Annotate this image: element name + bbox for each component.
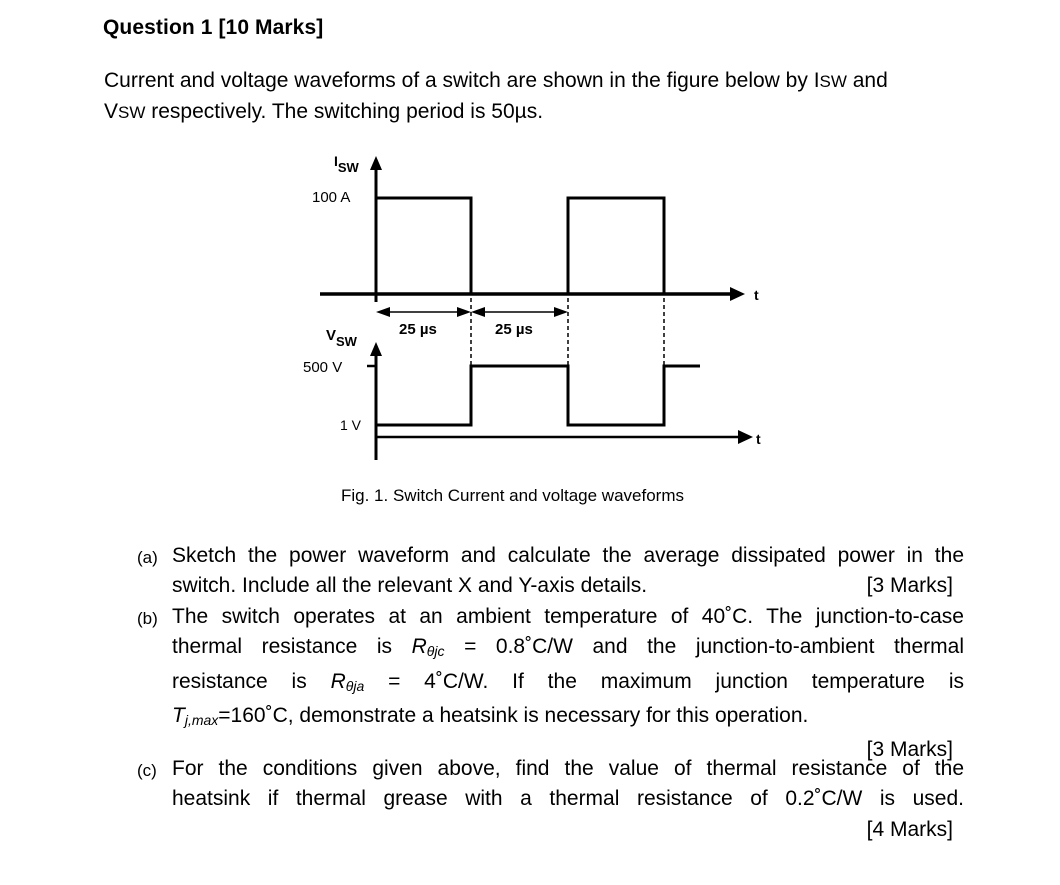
current-time-arrow-icon xyxy=(730,287,745,301)
intro-text: V xyxy=(104,100,119,123)
part-a-label: (a) xyxy=(137,548,158,567)
part-b-label: (b) xyxy=(137,609,158,628)
current-pulse-2 xyxy=(568,198,664,294)
part-b-body xyxy=(172,602,964,765)
part-c-line-2: heatsink if thermal grease with a thermal resistance of 0.2˚C/W is used. xyxy=(172,787,964,811)
interval-arrow-1-right-icon xyxy=(457,307,471,317)
part-b-text: =160˚C, demonstrate a heatsink is necessary for this operation. xyxy=(218,703,809,727)
isw-axis-label: ISW xyxy=(334,153,359,175)
voltage-500v-label: 500 V xyxy=(303,359,343,376)
time-label-top: t xyxy=(754,287,759,303)
part-c-body xyxy=(172,754,964,845)
interval-label-2: 25 µs xyxy=(495,321,533,338)
voltage-1v-label: 1 V xyxy=(340,417,362,433)
current-axis-arrow-icon xyxy=(370,156,382,170)
part-c-label: (c) xyxy=(137,761,157,780)
vsw-subscript: SW xyxy=(118,103,146,122)
part-a-marks: [3 Marks] xyxy=(866,574,953,598)
part-b-text: = 0.8˚C/W and the junction-to-ambient thermal xyxy=(444,635,964,659)
voltage-waveform xyxy=(376,366,700,425)
waveform-diagram xyxy=(290,140,790,470)
part-a-body xyxy=(172,541,964,602)
r-theta-ja-symbol: $R_{\theta ja}$ xyxy=(330,669,365,694)
part-b-text: = 4˚C/W. If the maximum junction temperature is xyxy=(364,669,964,693)
part-a-text: switch. Include all the relevant X and Y-axis details. xyxy=(172,574,648,598)
tj-max-symbol: $T_{j,max}$ xyxy=(172,703,219,728)
part-b-marks: [3 Marks] xyxy=(866,738,953,762)
part-b-line-3 xyxy=(172,667,964,701)
interval-arrow-2-left-icon xyxy=(471,307,485,317)
intro-paragraph xyxy=(104,66,974,128)
intro-text: and xyxy=(846,69,888,92)
intro-text: respectively. The switching period is 50µs. xyxy=(145,100,544,123)
question-heading: Question 1 [10 Marks] xyxy=(103,16,324,39)
time-label-bottom: t xyxy=(756,431,761,447)
voltage-axis-arrow-icon xyxy=(370,342,382,356)
part-c-marks: [4 Marks] xyxy=(866,817,953,841)
current-100a-label: 100 A xyxy=(312,189,351,206)
interval-arrow-2-right-icon xyxy=(554,307,568,317)
interval-arrow-1-left-icon xyxy=(376,307,390,317)
part-b-text: resistance is xyxy=(172,669,307,693)
interval-label-1: 25 µs xyxy=(399,321,437,338)
waveform-figure xyxy=(290,140,790,470)
part-b-line-1: The switch operates at an ambient temperature of 40˚C. The junction-to-case xyxy=(172,605,964,628)
intro-line-2 xyxy=(104,97,974,128)
part-a-line-2 xyxy=(172,571,964,601)
isw-subscript: SW xyxy=(819,72,847,91)
vsw-axis-label: VSW xyxy=(326,327,357,349)
current-pulse-1 xyxy=(376,198,471,294)
part-b-text: thermal resistance is xyxy=(172,635,393,659)
figure-caption: Fig. 1. Switch Current and voltage waveforms xyxy=(341,486,684,505)
intro-text: Current and voltage waveforms of a switch are shown in the figure below by I xyxy=(104,69,820,92)
voltage-time-arrow-icon xyxy=(738,430,753,444)
part-b-line-4 xyxy=(172,701,964,735)
part-b-line-2 xyxy=(172,632,964,666)
part-c-line-1: For the conditions given above, find the value of thermal resistance of the xyxy=(172,757,964,780)
r-theta-jc-symbol: $R_{\theta jc}$ xyxy=(411,635,445,660)
part-a-line-1: Sketch the power waveform and calculate the average dissipated power in the xyxy=(172,544,964,567)
intro-line-1 xyxy=(104,66,974,97)
